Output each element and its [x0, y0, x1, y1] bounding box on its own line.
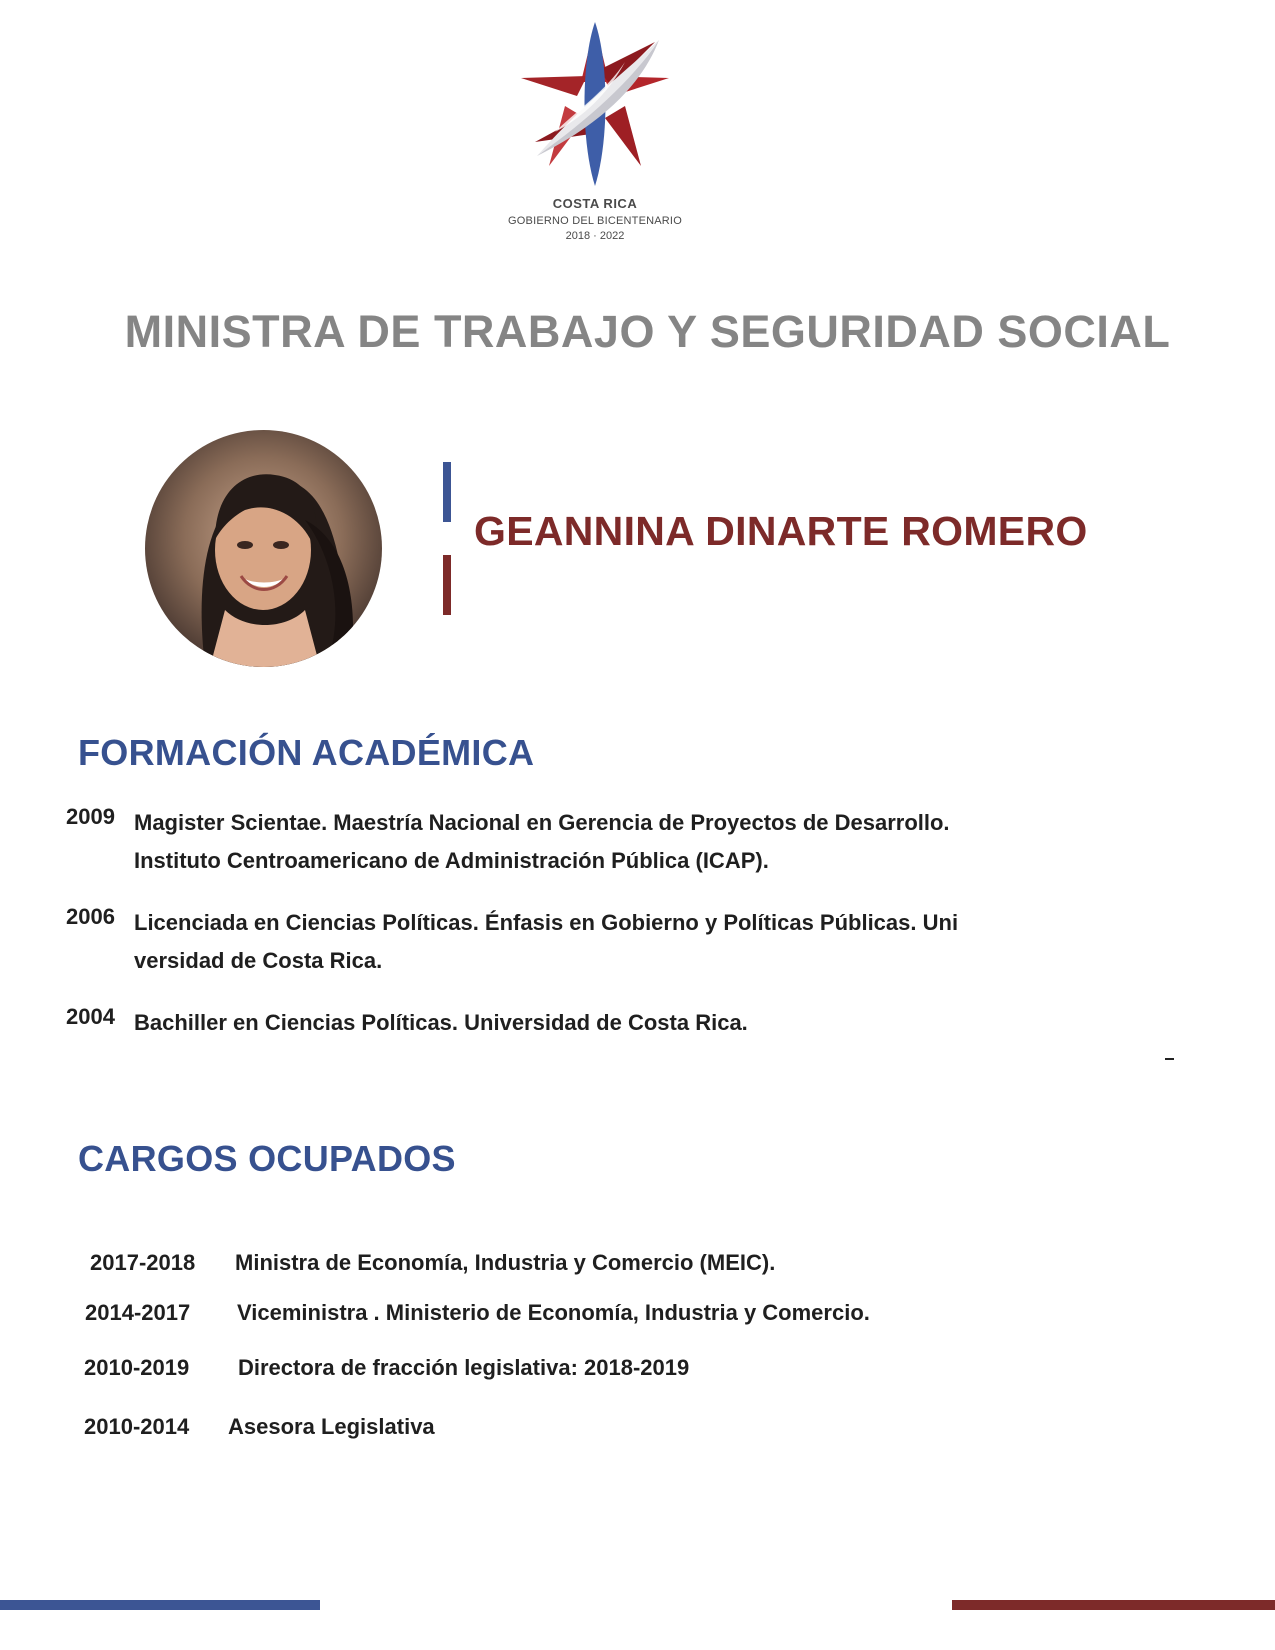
stray-dash-mark [1165, 1058, 1174, 1060]
position-role: Ministra de Economía, Industria y Comercio (MEIC). [235, 1250, 776, 1275]
education-year: 2004 [66, 1004, 115, 1029]
education-description [134, 1004, 1094, 1042]
section-heading-formacion: FORMACIÓN ACADÉMICA [78, 732, 535, 773]
education-description [134, 904, 1094, 980]
logo-country: COSTA RICA [552, 196, 638, 211]
portrait-photo [145, 430, 382, 667]
page-title: MINISTRA DE TRABAJO Y SEGURIDAD SOCIAL [124, 306, 1171, 357]
education-year: 2006 [66, 904, 115, 929]
education-line: Licenciada en Ciencias Políticas. Énfasis en Gobierno y Políticas Públicas. Uni [134, 910, 959, 935]
position-years: 2010-2019 [84, 1355, 190, 1380]
section-heading-cargos: CARGOS OCUPADOS [78, 1138, 456, 1179]
position-years: 2014-2017 [85, 1300, 191, 1325]
person-name: GEANNINA DINARTE ROMERO [474, 508, 1088, 554]
education-description [134, 804, 1094, 880]
accent-bar-red [443, 555, 451, 615]
government-logo [480, 18, 710, 248]
education-line: Magister Scientae. Maestría Nacional en Gerencia de Proyectos de Desarrollo. [134, 810, 950, 835]
position-role: Directora de fracción legislativa: 2018-2019 [238, 1355, 690, 1380]
education-line: Bachiller en Ciencias Políticas. Universidad de Costa Rica. [134, 1010, 748, 1035]
logo-years: 2018 · 2022 [565, 230, 625, 242]
position-role: Asesora Legislativa [228, 1414, 435, 1439]
education-line: versidad de Costa Rica. [134, 948, 383, 973]
position-role: Viceministra . Ministerio de Economía, Industria y Comercio. [237, 1300, 870, 1325]
footer-bar-blue [0, 1600, 320, 1610]
logo-government: GOBIERNO DEL BICENTENARIO [508, 215, 682, 227]
position-years: 2017-2018 [90, 1250, 196, 1275]
position-years: 2010-2014 [84, 1414, 190, 1439]
education-year: 2009 [66, 804, 115, 829]
accent-bar-blue [443, 462, 451, 522]
education-line: Instituto Centroamericano de Administración Pública (ICAP). [134, 848, 769, 873]
footer-bar-red [952, 1600, 1275, 1610]
star-emblem-icon [500, 20, 690, 190]
